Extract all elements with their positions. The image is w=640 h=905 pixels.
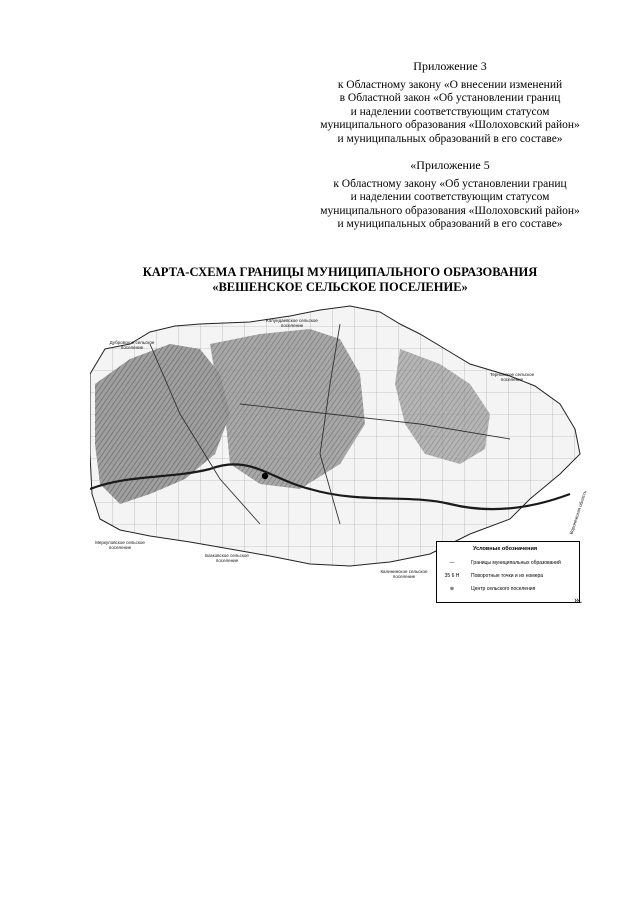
neighbor-label: Меркуловское сельское поселение xyxy=(95,540,145,550)
appendix-3-heading: Приложение 3 xyxy=(413,59,487,73)
region-edge-label: Воронежская область xyxy=(568,490,588,535)
appendix-3-line: в Областной закон «Об установлении границ xyxy=(339,92,561,104)
legend-label: Поворотные точки и их номера xyxy=(471,573,544,579)
appendix-5-line: и муниципальных образований в его составе» xyxy=(337,218,563,230)
appendix-5-line: муниципального образования «Шолоховский район» xyxy=(320,204,580,217)
appendix-3-line: к Областному закону «О внесении изменений xyxy=(337,78,563,91)
settlement-center-marker xyxy=(262,473,268,479)
appendix-5-line: к Областному закону «Об установлении границ xyxy=(333,177,567,190)
legend-label: Границы муниципальных образований xyxy=(471,560,561,566)
legend-row-center xyxy=(441,585,575,594)
neighbor-label: Базковское сельское поселение xyxy=(205,553,249,563)
legend-label: Центр сельского поселения xyxy=(471,586,536,592)
settlement-center-icon: ⊛ xyxy=(449,586,455,592)
appendix-3-line: и муниципальных образований в его составе» xyxy=(337,132,563,145)
turning-point-icon: 35 6 Н xyxy=(444,573,460,579)
legend-title: Условные обозначения xyxy=(473,546,538,552)
appendix-3-line: муниципального образования «Шолоховский район» xyxy=(320,119,580,131)
appendix-5-heading: «Приложение 5 xyxy=(410,158,490,172)
legend-row-points xyxy=(441,572,575,581)
neighbor-label: Колундаевское сельское поселение xyxy=(266,318,318,328)
neighbor-label: Терновское сельское поселение xyxy=(489,372,535,382)
appendix-5-line: и наделении соответствующим статусом xyxy=(350,191,550,203)
map-legend xyxy=(436,541,580,603)
neighbor-label: Дубровское сельское поселение xyxy=(109,340,155,350)
closing-quote-mark: ». xyxy=(574,594,583,606)
appendix-3-block xyxy=(280,60,620,146)
map-title-line-1: КАРТА-СХЕМА ГРАНИЦЫ МУНИЦИПАЛЬНОГО ОБРАЗОВАНИЯ xyxy=(142,265,538,279)
boundary-line-icon: — xyxy=(449,560,455,566)
map-title-line-2: «ВЕШЕНСКОЕ СЕЛЬСКОЕ ПОСЕЛЕНИЕ» xyxy=(212,280,468,294)
legend-row-boundary xyxy=(441,559,575,568)
neighbor-label: Калининское сельское поселение xyxy=(380,569,428,579)
map-title xyxy=(60,265,620,295)
appendix-3-line: и наделении соответствующим статусом xyxy=(350,105,550,118)
appendix-5-block xyxy=(280,159,620,232)
